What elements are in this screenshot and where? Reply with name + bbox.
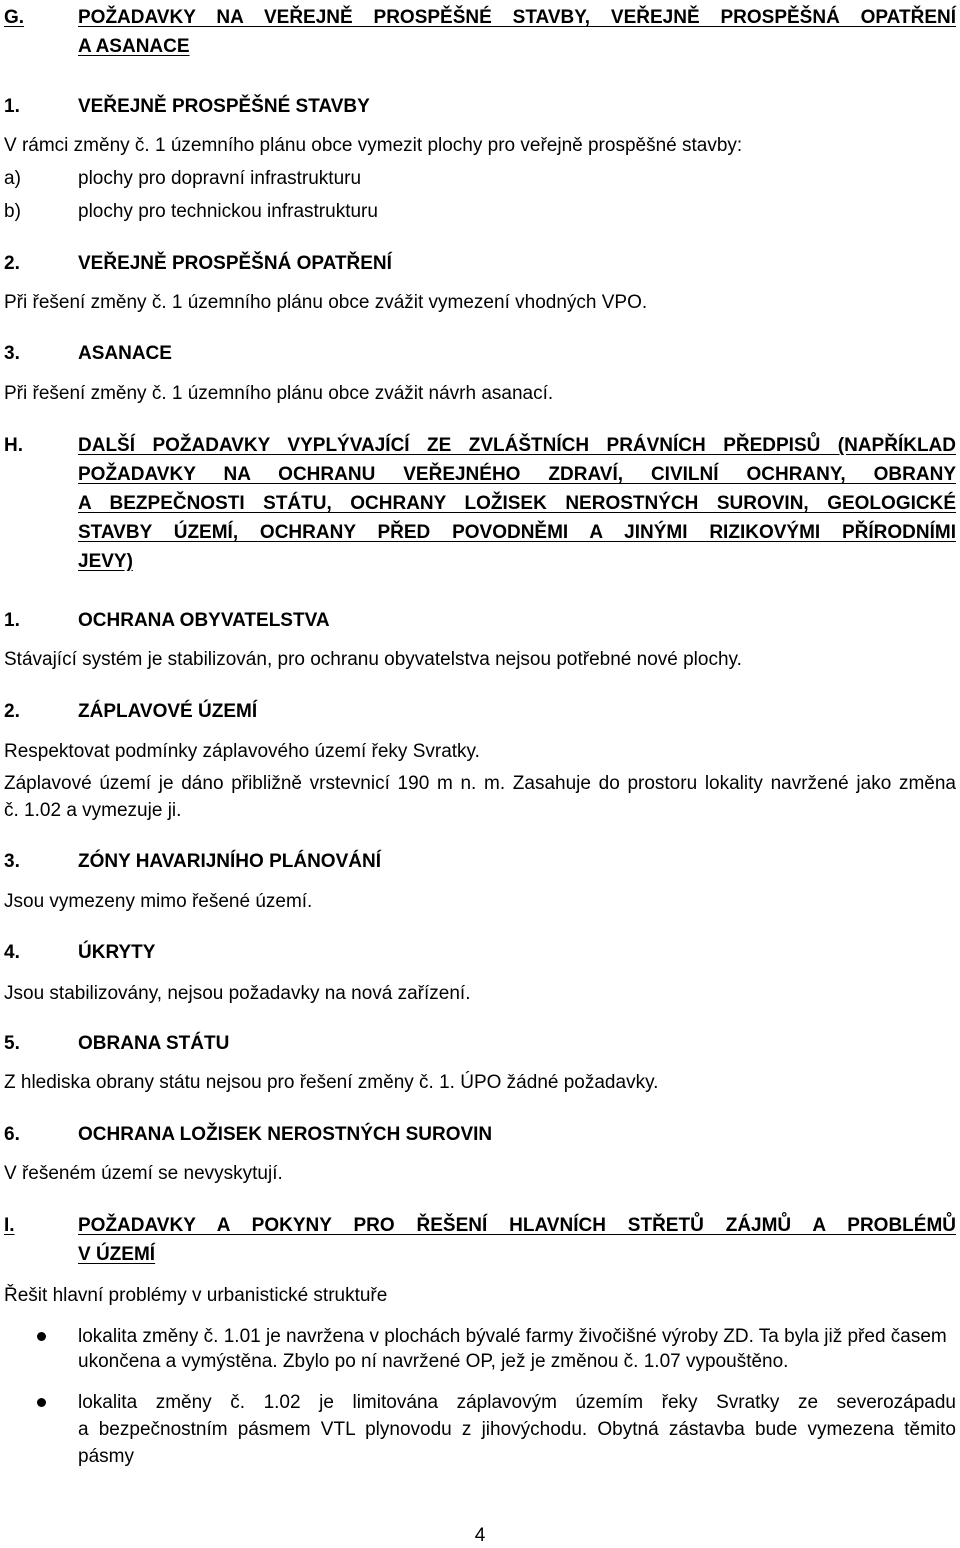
bullet-icon xyxy=(37,1332,46,1341)
h2-number: 2. xyxy=(4,701,20,722)
g2-text: Při řešení změny č. 1 územního plánu obce zvážit vymezení vhodných VPO. xyxy=(4,292,648,313)
bullet-icon xyxy=(37,1398,46,1407)
g2-number: 2. xyxy=(4,253,20,274)
h2-text-cont: č. 1.02 a vymezuje ji. xyxy=(4,800,182,821)
bullet-text-cont: a bezpečnostním pásmem VTL plynovodu z jihovýchodu. Obytná zástavba bude vymezena těmito xyxy=(78,1419,956,1440)
bullet-text: lokalita změny č. 1.01 je navržena v plochách bývalé farmy živočišné výroby ZD. Ta byla již před časem xyxy=(78,1326,947,1347)
h3-number: 3. xyxy=(4,851,20,872)
g1-text: V rámci změny č. 1 územního plánu obce vymezit plochy pro veřejně prospěšné stavby: xyxy=(4,135,743,156)
h6-text: V řešeném území se nevyskytují. xyxy=(4,1163,283,1184)
section-h-title-line: STAVBY ÚZEMÍ, OCHRANY PŘED POVODNĚMI A JINÝMI RIZIKOVÝMI PŘÍRODNÍMI xyxy=(78,522,956,543)
section-h-title-line: JEVY) xyxy=(78,551,133,572)
section-i-title-cont: V ÚZEMÍ xyxy=(78,1244,156,1265)
h4-number: 4. xyxy=(4,942,20,963)
h3-heading: ZÓNY HAVARIJNÍHO PLÁNOVÁNÍ xyxy=(78,851,381,872)
section-h-letter: H. xyxy=(4,435,23,456)
g1-item-label: b) xyxy=(4,201,21,222)
h2-text: Záplavové území je dáno přibližně vrstevnicí 190 m n. m. Zasahuje do prostoru lokality navržené jako změna xyxy=(4,773,956,794)
h5-number: 5. xyxy=(4,1033,20,1054)
section-i-intro: Řešit hlavní problémy v urbanistické struktuře xyxy=(4,1285,388,1306)
page-number: 4 xyxy=(474,1525,486,1546)
g1-heading: VEŘEJNĚ PROSPĚŠNÉ STAVBY xyxy=(78,96,370,117)
section-i-letter: I. xyxy=(4,1215,15,1236)
h4-text: Jsou stabilizovány, nejsou požadavky na nová zařízení. xyxy=(4,983,471,1004)
h2-heading: ZÁPLAVOVÉ ÚZEMÍ xyxy=(78,701,258,722)
bullet-text: lokalita změny č. 1.02 je limitována záplavovým územím řeky Svratky ze severozápadu xyxy=(78,1392,956,1413)
g2-heading: VEŘEJNĚ PROSPĚŠNÁ OPATŘENÍ xyxy=(78,253,392,274)
h6-heading: OCHRANA LOŽISEK NEROSTNÝCH SUROVIN xyxy=(78,1124,493,1145)
h1-heading: OCHRANA OBYVATELSTVA xyxy=(78,610,330,631)
h6-number: 6. xyxy=(4,1124,20,1145)
h1-number: 1. xyxy=(4,610,20,631)
section-i-title: POŽADAVKY A POKYNY PRO ŘEŠENÍ HLAVNÍCH STŘETŮ ZÁJMŮ A PROBLÉMŮ xyxy=(78,1215,956,1236)
bullet-text-cont: pásmy xyxy=(78,1446,134,1467)
section-h-title-line: A BEZPEČNOSTI STÁTU, OCHRANY LOŽISEK NEROSTNÝCH SUROVIN, GEOLOGICKÉ xyxy=(78,493,956,514)
g1-item-text: plochy pro technickou infrastrukturu xyxy=(78,201,378,222)
h3-text: Jsou vymezeny mimo řešené území. xyxy=(4,891,313,912)
g3-text: Při řešení změny č. 1 územního plánu obce zvážit návrh asanací. xyxy=(4,383,554,404)
h5-text: Z hlediska obrany státu nejsou pro řešení změny č. 1. ÚPO žádné požadavky. xyxy=(4,1072,659,1093)
section-g-title-cont: A ASANACE xyxy=(78,36,190,57)
section-g-title: POŽADAVKY NA VEŘEJNĚ PROSPĚŠNÉ STAVBY, VEŘEJNĚ PROSPĚŠNÁ OPATŘENÍ xyxy=(78,7,956,28)
h5-heading: OBRANA STÁTU xyxy=(78,1033,230,1054)
section-h-title-line: DALŠÍ POŽADAVKY VYPLÝVAJÍCÍ ZE ZVLÁŠTNÍCH PRÁVNÍCH PŘEDPISŮ (NAPŘÍKLAD xyxy=(78,435,956,456)
h2-text: Respektovat podmínky záplavového území řeky Svratky. xyxy=(4,741,480,762)
g3-heading: ASANACE xyxy=(78,343,172,364)
bullet-text-cont: ukončena a vymýstěna. Zbylo po ní navržené OP, jež je změnou č. 1.07 vypouštěno. xyxy=(78,1351,789,1372)
h1-text: Stávající systém je stabilizován, pro ochranu obyvatelstva nejsou potřebné nové plochy. xyxy=(4,649,742,670)
section-h-title-line: POŽADAVKY NA OCHRANU VEŘEJNÉHO ZDRAVÍ, CIVILNÍ OCHRANY, OBRANY xyxy=(78,464,956,485)
g3-number: 3. xyxy=(4,343,20,364)
h4-heading: ÚKRYTY xyxy=(78,942,156,963)
section-g-letter: G. xyxy=(4,7,25,28)
g1-number: 1. xyxy=(4,96,20,117)
g1-item-label: a) xyxy=(4,168,21,189)
g1-item-text: plochy pro dopravní infrastrukturu xyxy=(78,168,362,189)
